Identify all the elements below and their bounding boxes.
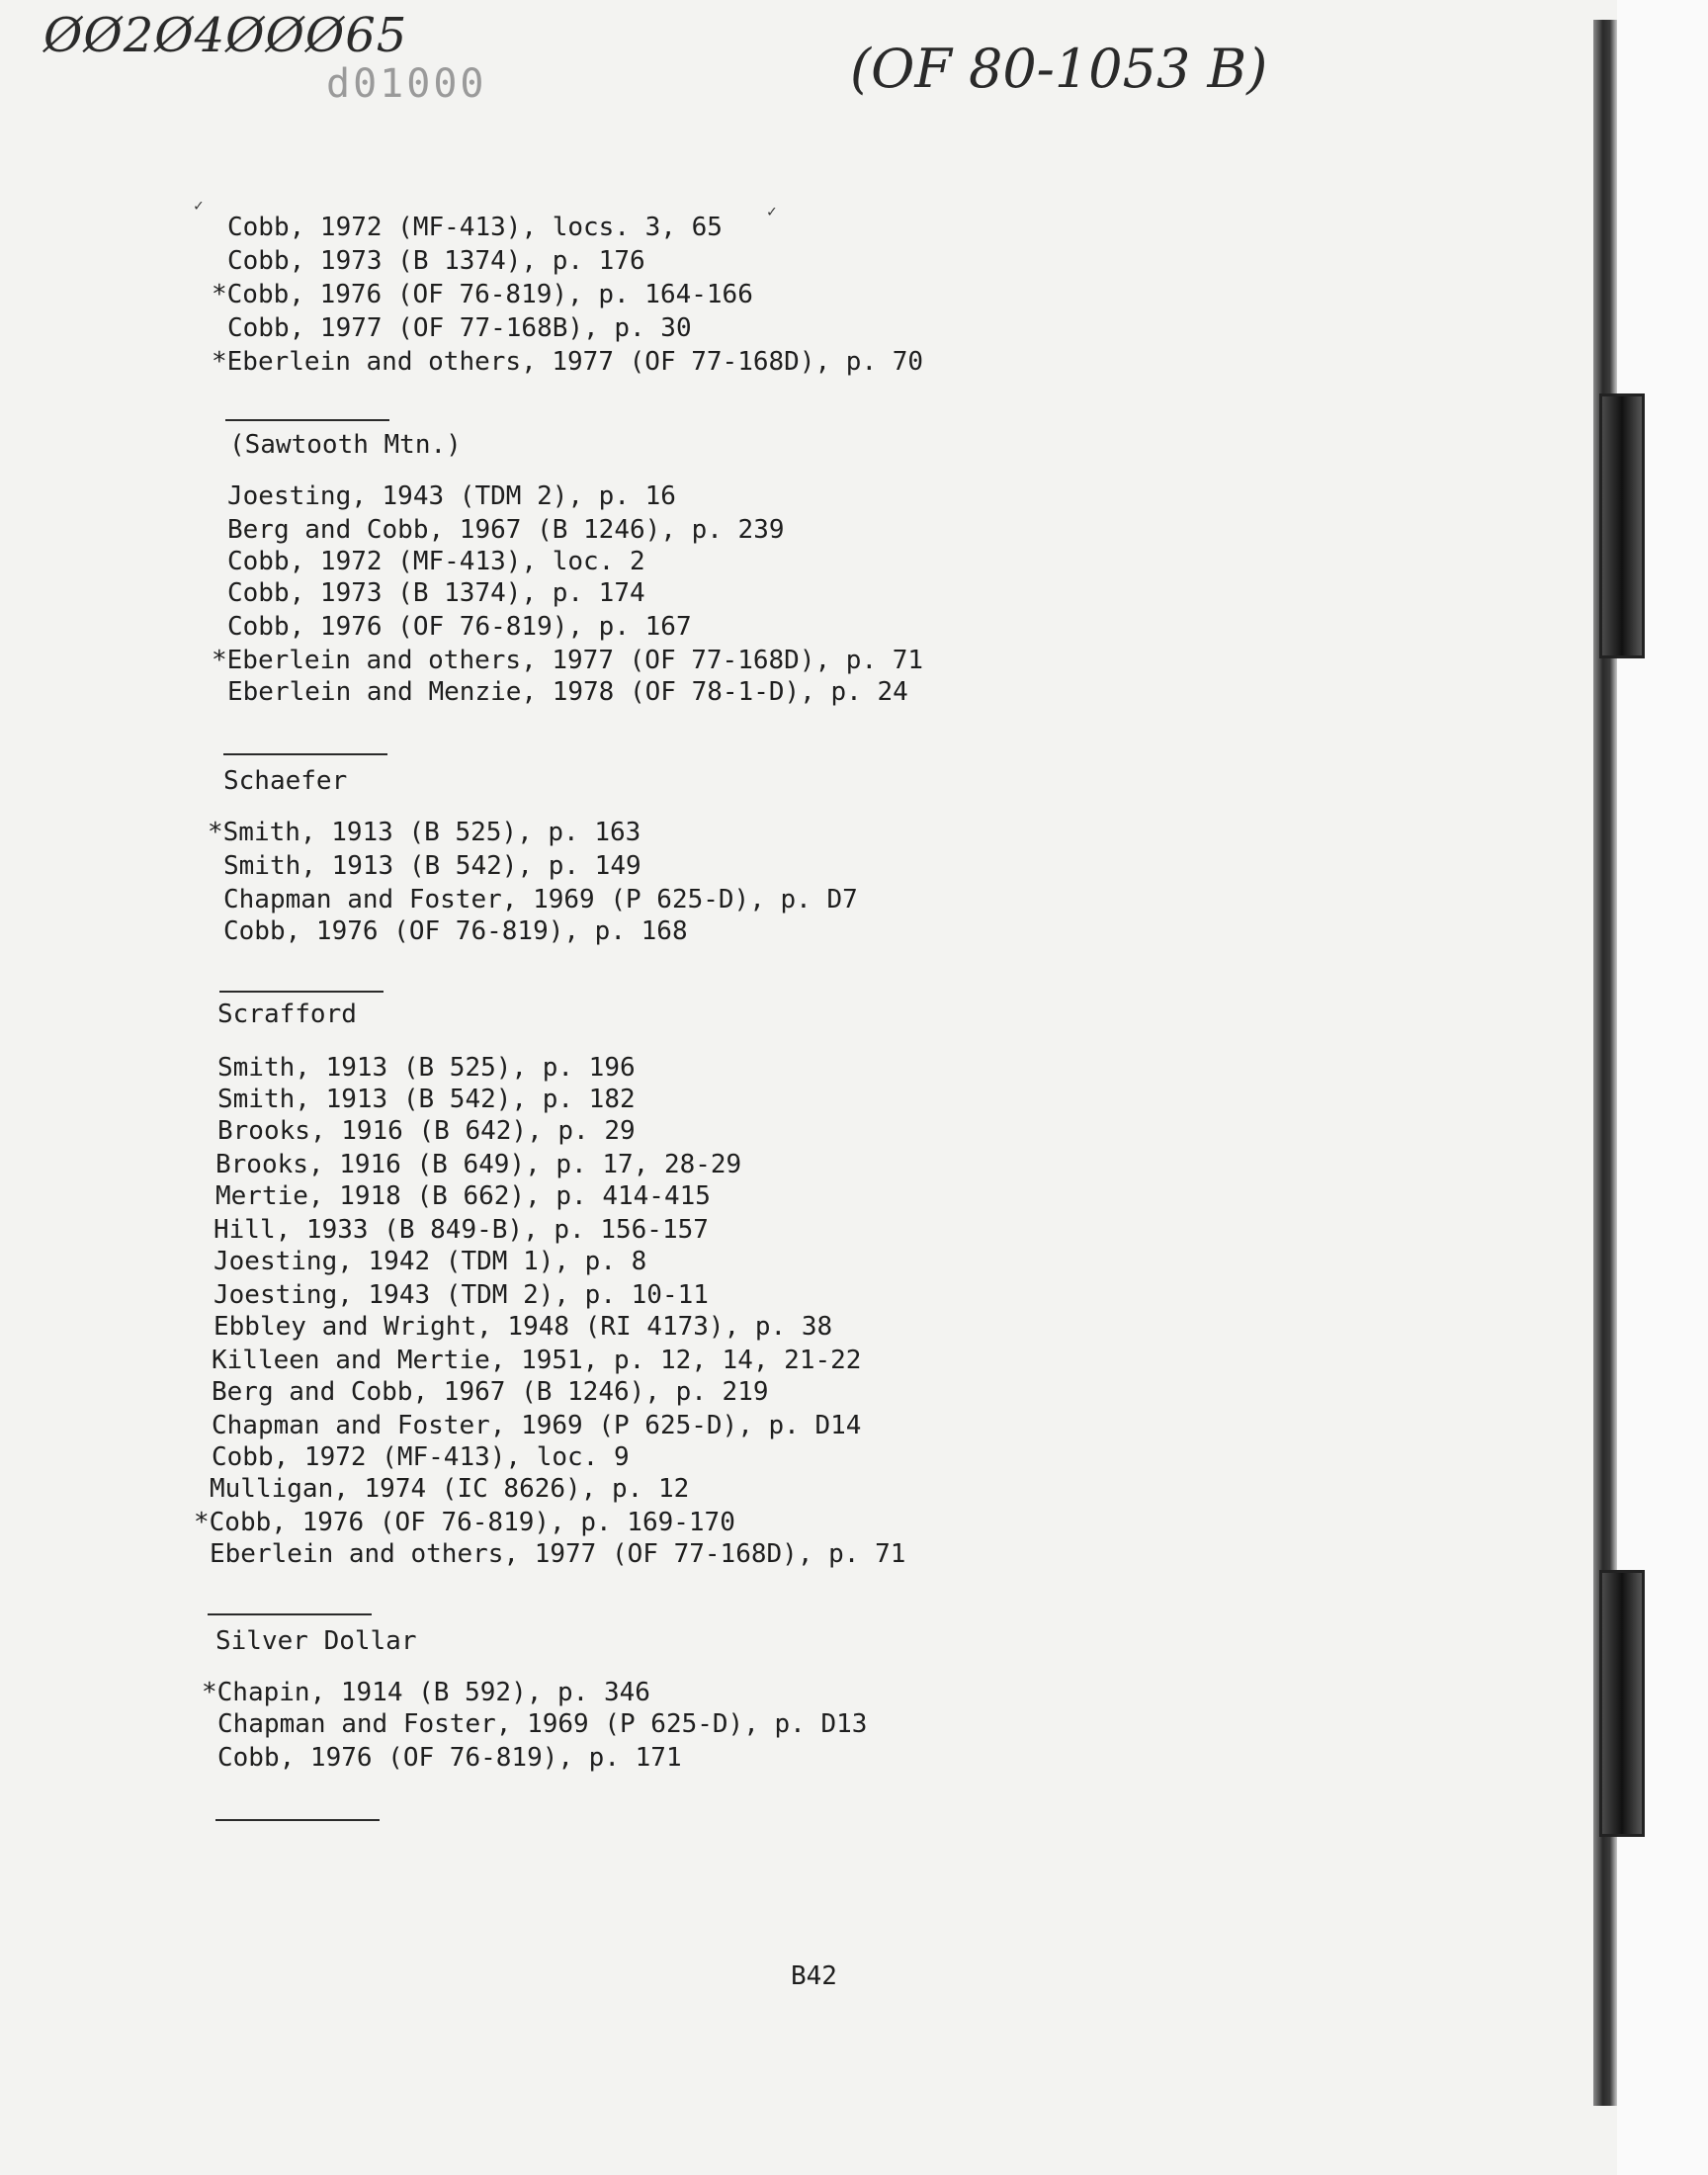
section-heading: Silver Dollar <box>215 1626 417 1656</box>
faint-stamp: d01000 <box>326 61 487 107</box>
reference-entry: Smith, 1913 (B 542), p. 182 <box>217 1085 636 1114</box>
section-divider <box>219 991 384 993</box>
reference-entry: *Smith, 1913 (B 525), p. 163 <box>208 818 641 847</box>
reference-entry: Chapman and Foster, 1969 (P 625-D), p. D7 <box>223 885 858 914</box>
reference-entry: Mertie, 1918 (B 662), p. 414-415 <box>215 1181 711 1211</box>
section-heading: Schaefer <box>223 766 348 796</box>
reference-entry: Smith, 1913 (B 542), p. 149 <box>223 851 641 881</box>
reference-entry: Cobb, 1972 (MF-413), locs. 3, 65 <box>227 213 723 242</box>
reference-entry: Cobb, 1973 (B 1374), p. 174 <box>227 578 645 608</box>
reference-entry: Mulligan, 1974 (IC 8626), p. 12 <box>210 1474 690 1504</box>
reference-entry: Berg and Cobb, 1967 (B 1246), p. 219 <box>212 1377 769 1407</box>
section-divider <box>225 419 389 421</box>
reference-entry: Eberlein and others, 1977 (OF 77-168D), p. 71 <box>210 1539 906 1569</box>
reference-entry: Berg and Cobb, 1967 (B 1246), p. 239 <box>227 515 785 545</box>
reference-entry: Smith, 1913 (B 525), p. 196 <box>217 1053 636 1083</box>
check-mark: ✓ <box>767 202 777 220</box>
section-divider <box>223 753 387 755</box>
reference-entry: Ebbley and Wright, 1948 (RI 4173), p. 38 <box>214 1312 833 1342</box>
section-divider <box>208 1613 372 1615</box>
reference-entry: Brooks, 1916 (B 649), p. 17, 28-29 <box>215 1150 742 1179</box>
reference-entry: Cobb, 1972 (MF-413), loc. 9 <box>212 1442 630 1472</box>
reference-entry: *Cobb, 1976 (OF 76-819), p. 164-166 <box>212 280 753 309</box>
page-margin-right <box>1617 0 1708 2175</box>
reference-entry: Cobb, 1972 (MF-413), loc. 2 <box>227 547 645 576</box>
reference-entry: Cobb, 1976 (OF 76-819), p. 171 <box>217 1743 682 1773</box>
reference-entry: Killeen and Mertie, 1951, p. 12, 14, 21-22 <box>212 1346 862 1375</box>
section-heading: (Sawtooth Mtn.) <box>229 430 462 460</box>
reference-entry: Eberlein and Menzie, 1978 (OF 78-1-D), p. 24 <box>227 677 908 707</box>
handwritten-report-reference: (OF 80-1053 B) <box>850 38 1268 100</box>
binder-clip-bottom <box>1599 1570 1645 1837</box>
reference-entry: Chapman and Foster, 1969 (P 625-D), p. D13 <box>217 1709 868 1739</box>
reference-entry: *Eberlein and others, 1977 (OF 77-168D), p. 70 <box>212 347 924 377</box>
reference-entry: Brooks, 1916 (B 642), p. 29 <box>217 1116 636 1146</box>
handwritten-document-number: ØØ2Ø4ØØØ65 <box>43 8 408 63</box>
section-divider <box>215 1819 380 1821</box>
reference-entry: Cobb, 1973 (B 1374), p. 176 <box>227 246 645 276</box>
margin-tick-mark: ✓ <box>194 196 204 215</box>
reference-entry: *Eberlein and others, 1977 (OF 77-168D), p. 71 <box>212 646 924 675</box>
reference-entry: Chapman and Foster, 1969 (P 625-D), p. D14 <box>212 1411 862 1440</box>
page-number: B42 <box>791 1961 837 1991</box>
reference-entry: Joesting, 1943 (TDM 2), p. 16 <box>227 481 676 511</box>
reference-entry: Joesting, 1943 (TDM 2), p. 10-11 <box>214 1280 709 1310</box>
reference-entry: Cobb, 1977 (OF 77-168B), p. 30 <box>227 313 692 343</box>
binder-clip-top <box>1599 393 1645 658</box>
reference-entry: Cobb, 1976 (OF 76-819), p. 168 <box>223 916 688 946</box>
reference-entry: Joesting, 1942 (TDM 1), p. 8 <box>214 1247 647 1276</box>
reference-entry: Cobb, 1976 (OF 76-819), p. 167 <box>227 612 692 642</box>
reference-entry: Hill, 1933 (B 849-B), p. 156-157 <box>214 1215 709 1245</box>
reference-entry: *Cobb, 1976 (OF 76-819), p. 169-170 <box>194 1508 735 1537</box>
reference-entry: *Chapin, 1914 (B 592), p. 346 <box>202 1678 650 1707</box>
section-heading: Scrafford <box>217 1000 357 1029</box>
